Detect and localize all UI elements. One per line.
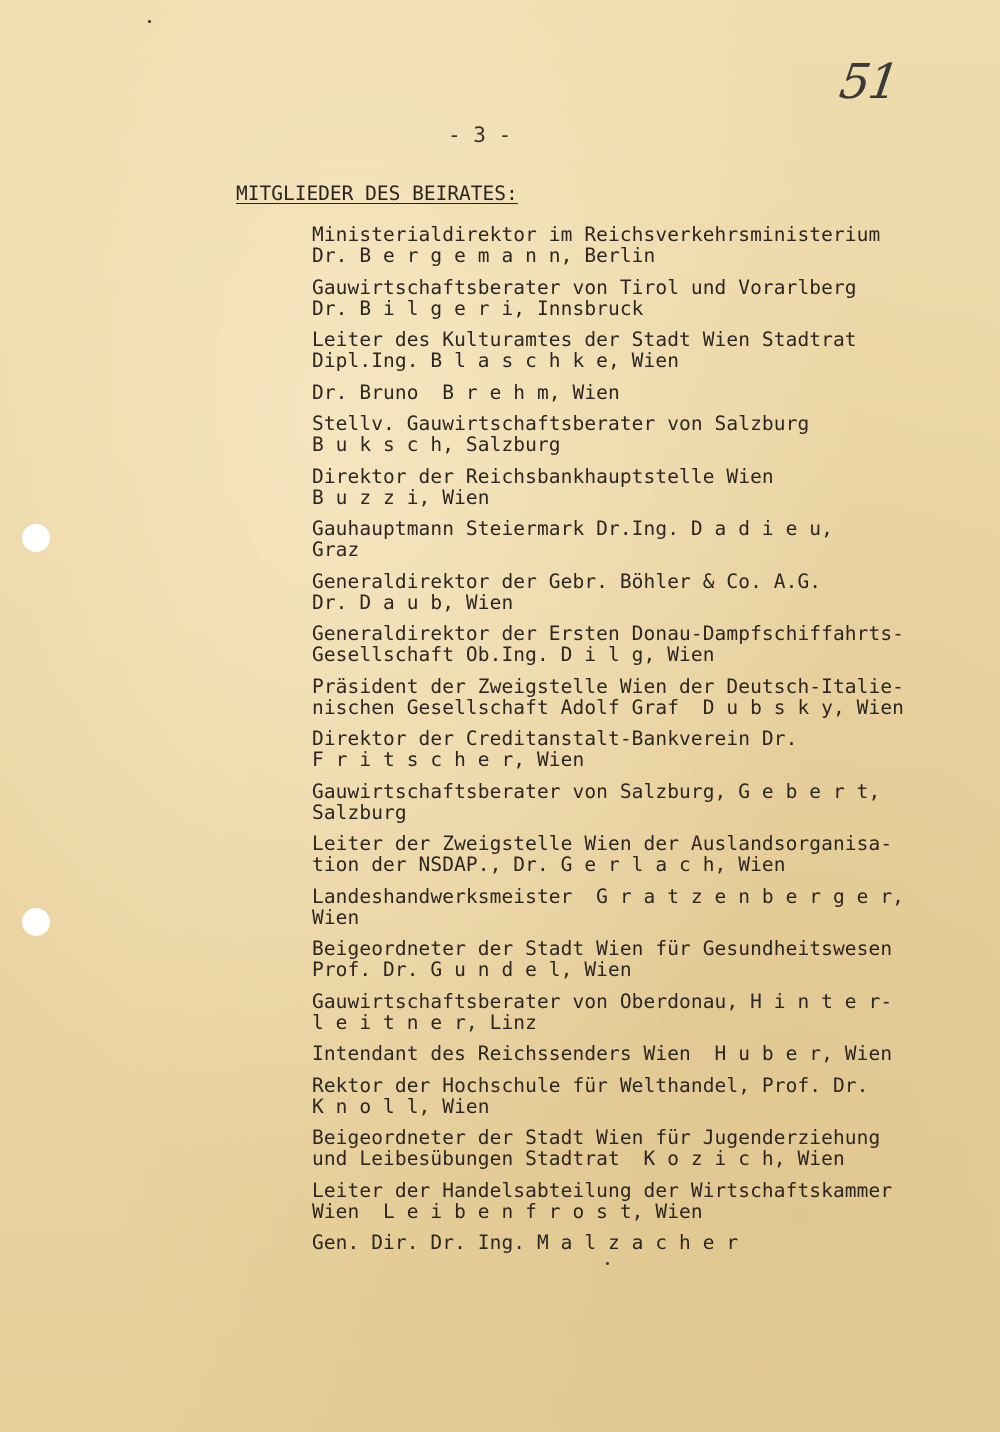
- entry-line-2: und Leibesübungen Stadtrat K o z i c h, Wien: [312, 1147, 845, 1170]
- entry-line-2: nischen Gesellschaft Adolf Graf D u b s k y, Wien: [312, 695, 904, 719]
- entry-line-1: Leiter der Zweigstelle Wien der Auslandsorganisa-: [312, 832, 893, 855]
- entry-line-1: Gauhauptmann Steiermark Dr.Ing. D a d i e u,: [312, 517, 833, 540]
- entry-line-1: Ministerialdirektor im Reichsverkehrsministerium: [312, 223, 881, 246]
- entry-line-2: B u k s c h, Salzburg: [312, 433, 561, 456]
- entry-line-2: Wien L e i b e n f r o s t, Wien: [312, 1199, 703, 1223]
- member-entry: [312, 382, 962, 403]
- member-entry: [312, 886, 962, 928]
- member-entry: [312, 781, 962, 823]
- entry-line-1: Gauwirtschaftsberater von Tirol und Vorarlberg: [312, 275, 857, 299]
- member-entry: [312, 728, 962, 770]
- entry-line-2: l e i t n e r, Linz: [312, 1010, 537, 1034]
- entry-line-1: Intendant des Reichssenders Wien H u b e r, Wien: [312, 1042, 893, 1065]
- entry-line-2: Wien: [312, 905, 360, 929]
- entry-line-2: Dr. B e r g e m a n n, Berlin: [312, 244, 656, 267]
- entry-line-1: Dr. Bruno B r e h m, Wien: [312, 380, 620, 404]
- punch-hole: [22, 908, 50, 936]
- member-list: [312, 224, 962, 1264]
- entry-line-1: Direktor der Reichsbankhauptstelle Wien: [312, 464, 774, 488]
- entry-line-2: Salzburg: [312, 800, 407, 824]
- member-entry: [312, 991, 962, 1033]
- ink-speck: [148, 20, 151, 23]
- member-entry: [312, 833, 962, 875]
- entry-line-1: Beigeordneter der Stadt Wien für Jugenderziehung: [312, 1126, 881, 1149]
- entry-line-2: Dipl.Ing. B l a s c h k e, Wien: [312, 349, 680, 372]
- entry-line-1: Gauwirtschaftsberater von Salzburg, G e b e r t,: [312, 779, 881, 803]
- entry-line-1: Generaldirektor der Ersten Donau-Dampfschiffahrts-: [312, 622, 904, 645]
- entry-line-1: Stellv. Gauwirtschaftsberater von Salzburg: [312, 412, 810, 435]
- entry-line-2: Dr. B i l g e r i, Innsbruck: [312, 296, 644, 320]
- member-entry: [312, 676, 962, 718]
- entry-line-1: Leiter der Handelsabteilung der Wirtschaftskammer: [312, 1178, 893, 1202]
- member-entry: [312, 623, 962, 665]
- entry-line-1: Generaldirektor der Gebr. Böhler & Co. A.G.: [312, 569, 822, 593]
- entry-line-1: Beigeordneter der Stadt Wien für Gesundheitswesen: [312, 937, 893, 960]
- page-number: - 3 -: [448, 123, 512, 147]
- handwritten-folio-number: 51: [836, 54, 902, 110]
- member-entry: [312, 224, 962, 266]
- member-entry: [312, 1232, 962, 1253]
- entry-line-1: Präsident der Zweigstelle Wien der Deutsch-Italie-: [312, 674, 904, 698]
- entry-line-1: Landeshandwerksmeister G r a t z e n b e r g e r,: [312, 884, 904, 908]
- entry-line-2: F r i t s c h e r, Wien: [312, 748, 585, 771]
- ink-speck: [606, 1262, 609, 1265]
- member-entry: [312, 277, 962, 319]
- entry-line-1: Gauwirtschaftsberater von Oberdonau, H i n t e r-: [312, 989, 893, 1013]
- entry-line-2: Graz: [312, 538, 360, 561]
- entry-line-2: Dr. D a u b, Wien: [312, 590, 514, 614]
- punch-hole: [22, 524, 50, 552]
- entry-line-2: K n o l l, Wien: [312, 1094, 490, 1118]
- entry-line-1: Gen. Dir. Dr. Ing. M a l z a c h e r: [312, 1231, 739, 1254]
- member-entry: [312, 1127, 962, 1169]
- member-entry: [312, 329, 962, 371]
- member-entry: [312, 938, 962, 980]
- section-heading: MITGLIEDER DES BEIRATES:: [236, 182, 518, 205]
- member-entry: [312, 1075, 962, 1117]
- member-entry: [312, 413, 962, 455]
- entry-line-1: Rektor der Hochschule für Welthandel, Prof. Dr.: [312, 1073, 869, 1097]
- entry-line-2: Gesellschaft Ob.Ing. D i l g, Wien: [312, 643, 715, 666]
- entry-line-2: Prof. Dr. G u n d e l, Wien: [312, 958, 632, 981]
- member-entry: [312, 1043, 962, 1064]
- entry-line-1: Leiter des Kulturamtes der Stadt Wien Stadtrat: [312, 328, 857, 351]
- member-entry: [312, 518, 962, 560]
- member-entry: [312, 571, 962, 613]
- member-entry: [312, 466, 962, 508]
- member-entry: [312, 1180, 962, 1222]
- entry-line-2: tion der NSDAP., Dr. G e r l a c h, Wien: [312, 853, 786, 876]
- entry-line-1: Direktor der Creditanstalt-Bankverein Dr.: [312, 727, 798, 750]
- entry-line-2: B u z z i, Wien: [312, 485, 490, 509]
